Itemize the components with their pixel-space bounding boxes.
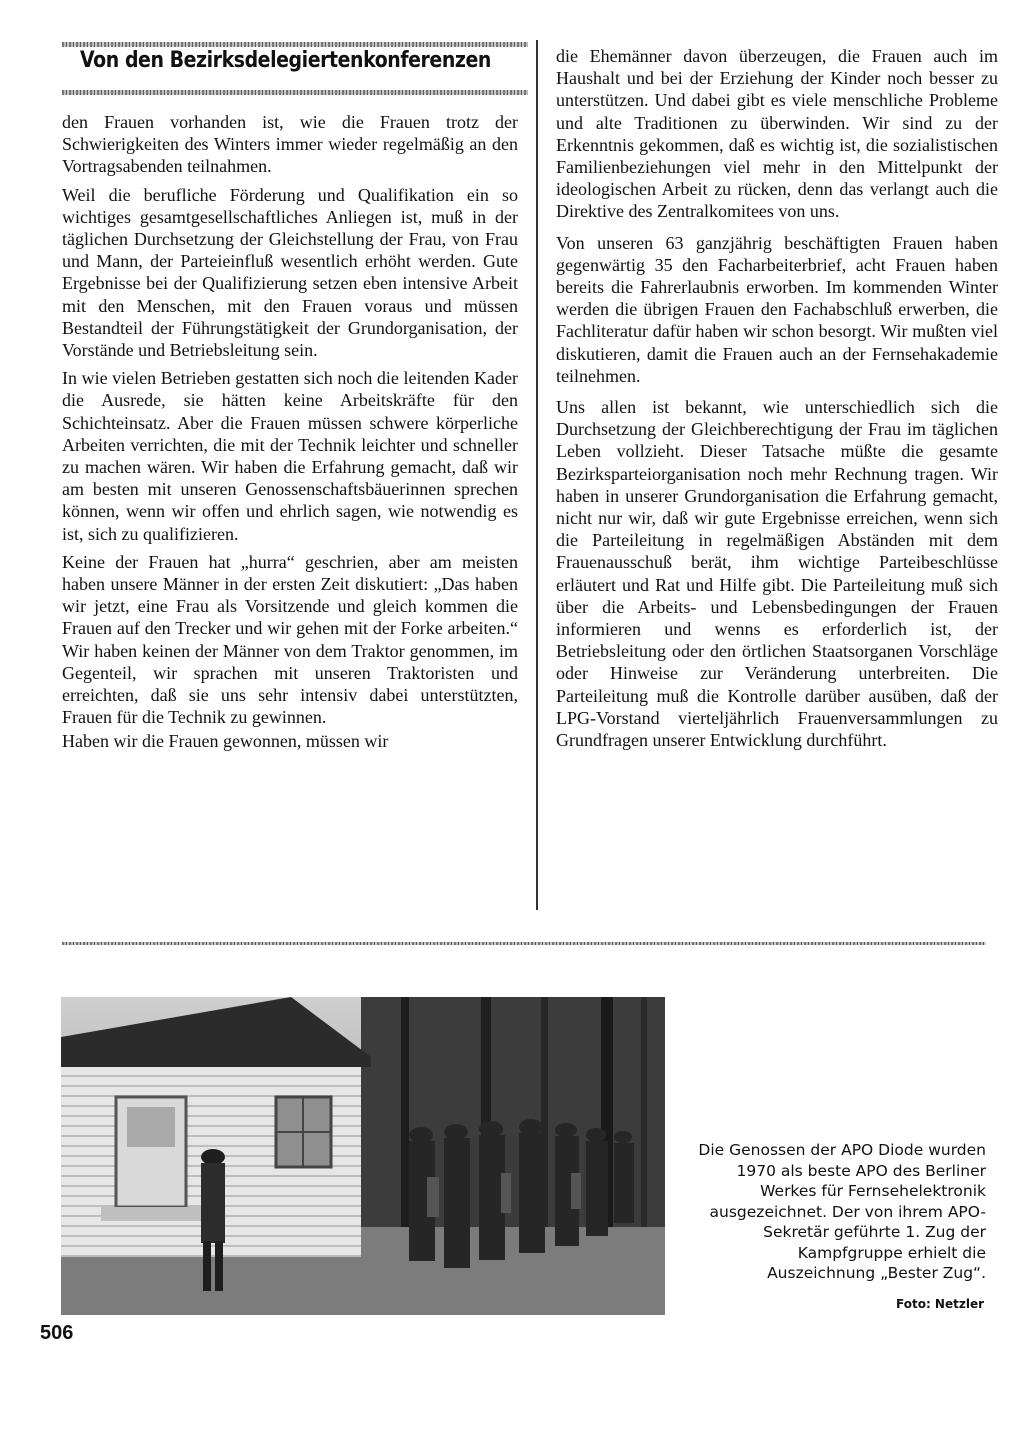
left-column <box>62 111 518 759</box>
photo-credit: Foto: Netzler <box>896 1297 984 1311</box>
headline: Von den Bezirksdelegiertenkonferenzen <box>80 48 491 73</box>
headline-rule-top <box>62 42 528 47</box>
paragraph: die Ehemänner davon überzeugen, die Frauen auch im Haushalt und bei der Erziehung der Kinder noch besser zu unterstützen. Und dabei gibt es viele menschliche Probleme und alte Traditionen zu überwinden. Wir sind zu der Erkenntnis gekommen, daß es wichtig ist, die sozialistischen Familienbeziehungen viel mehr in den Mittelpunkt der ideologischen Arbeit zu rücken, denn das verlangt auch die Direktive des Zentralkomitees von uns. <box>556 46 998 222</box>
paragraph: Von unseren 63 ganzjährig beschäftigten Frauen haben gegenwärtig 35 den Facharbeiterbrief, acht Frauen haben bereits die Fahrerlaubnis erworben. Im kommenden Winter werden die übrigen Frauen den Fachabschluß erwerben, die Fachliteratur dafür haben wir schon besorgt. Wir mußten viel diskutieren, damit die Frauen auch an der Fernsehakademie teilnehmen. <box>556 232 998 386</box>
paragraph: In wie vielen Betrieben gestatten sich noch die leitenden Kader die Ausrede, sie hätten keine Arbeitskräfte für den Schichteinsatz. Aber die Frauen müssen schwere körperliche Arbeiten verrichten, die mit der Technik leichter und schneller zu machen wären. Wir haben die Erfahrung gemacht, daß wir am besten mit unseren Genossenschaftsbäuerinnen sprechen können, wenn wir offen und ehrlich sagen, wie notwendig es ist, sich zu qualifizieren. <box>62 368 518 544</box>
photo-kampfgruppe <box>61 997 665 1315</box>
headline-rule-bottom <box>62 90 528 95</box>
column-divider <box>536 40 538 910</box>
paragraph: Haben wir die Frauen gewonnen, müssen wir <box>62 731 389 752</box>
photo-image <box>61 997 665 1315</box>
paragraph: den Frauen vorhanden ist, wie die Frauen trotz der Schwierigkeiten des Winters immer wieder regelmäßig an den Vortragsabenden teilnahmen. <box>62 112 518 177</box>
paragraph: Keine der Frauen hat „hurra“ geschrien, aber am meisten haben unsere Männer in der ersten Zeit diskutiert: „Das haben wir jetzt, eine Frau als Vorsitzende und gleich kommen die Frauen auf den Trecker und wir gehen mit der Forke arbeiten.“ Wir haben keinen der Männer von dem Traktor genommen, im Gegenteil, wir sprachen mit unseren Traktoristen und erreichten, daß sie uns sehr intensiv dabei unterstützten, Frauen für die Technik zu gewinnen. <box>62 551 518 728</box>
page-number: 506 <box>40 1322 74 1344</box>
paragraph: Weil die berufliche Förderung und Qualifikation ein so wichtiges gesamtgesellschaftliches Anliegen ist, muß in der täglichen Durchsetzung der Gleichstellung der Frau, von Frau und Mann, der Parteieinfluß wesentlich erhöht werden. Gute Ergebnisse bei der Qualifizierung setzen eben intensive Arbeit mit den Menschen, mit den Frauen voraus und müssen Bestandteil der Führungstätigkeit der Grundorganisation, der Vorstände und Betriebsleitung sein. <box>62 184 518 361</box>
paragraph: Uns allen ist bekannt, wie unterschiedlich sich die Durchsetzung der Gleichberechtigung der Frau im täglichen Leben vollzieht. Dieser Tatsache müßte die gesamte Bezirksparteiorganisation noch mehr Rechnung tragen. Wir haben in unserer Grundorganisation die Erfahrung gemacht, nicht nur wir, daß wir gute Ergebnisse erreichen, wenn sich die Parteileitung in regelmäßigen Abständen mit dem Frauenausschuß berät, ihm wichtige Parteibeschlüsse erläutert und Rat und Hilfe gibt. Die Parteileitung muß sich über die Arbeits- und Lebensbedingungen der Frauen informieren und wenns es erforderlich ist, der Betriebsleitung oder den örtlichen Staatsorganen Vorschläge oder Hinweise zur Veränderung unterbreiten. Die Parteileitung muß die Kontrolle darüber ausüben, daß der LPG-Vorstand vierteljährlich Frauenversammlungen zu Grundfragen unserer Entwicklung durchführt. <box>556 397 998 751</box>
right-column <box>556 45 998 757</box>
section-rule <box>62 942 986 945</box>
photo-caption: Die Genossen der APO Diode wurden 1970 als beste APO des Berliner Werkes für Fernsehelektronik ausgezeichnet. Der von ihrem APO-Sekretär geführte 1. Zug der Kampfgruppe erhielt die Auszeichnung „Bester Zug“. <box>698 1141 986 1282</box>
